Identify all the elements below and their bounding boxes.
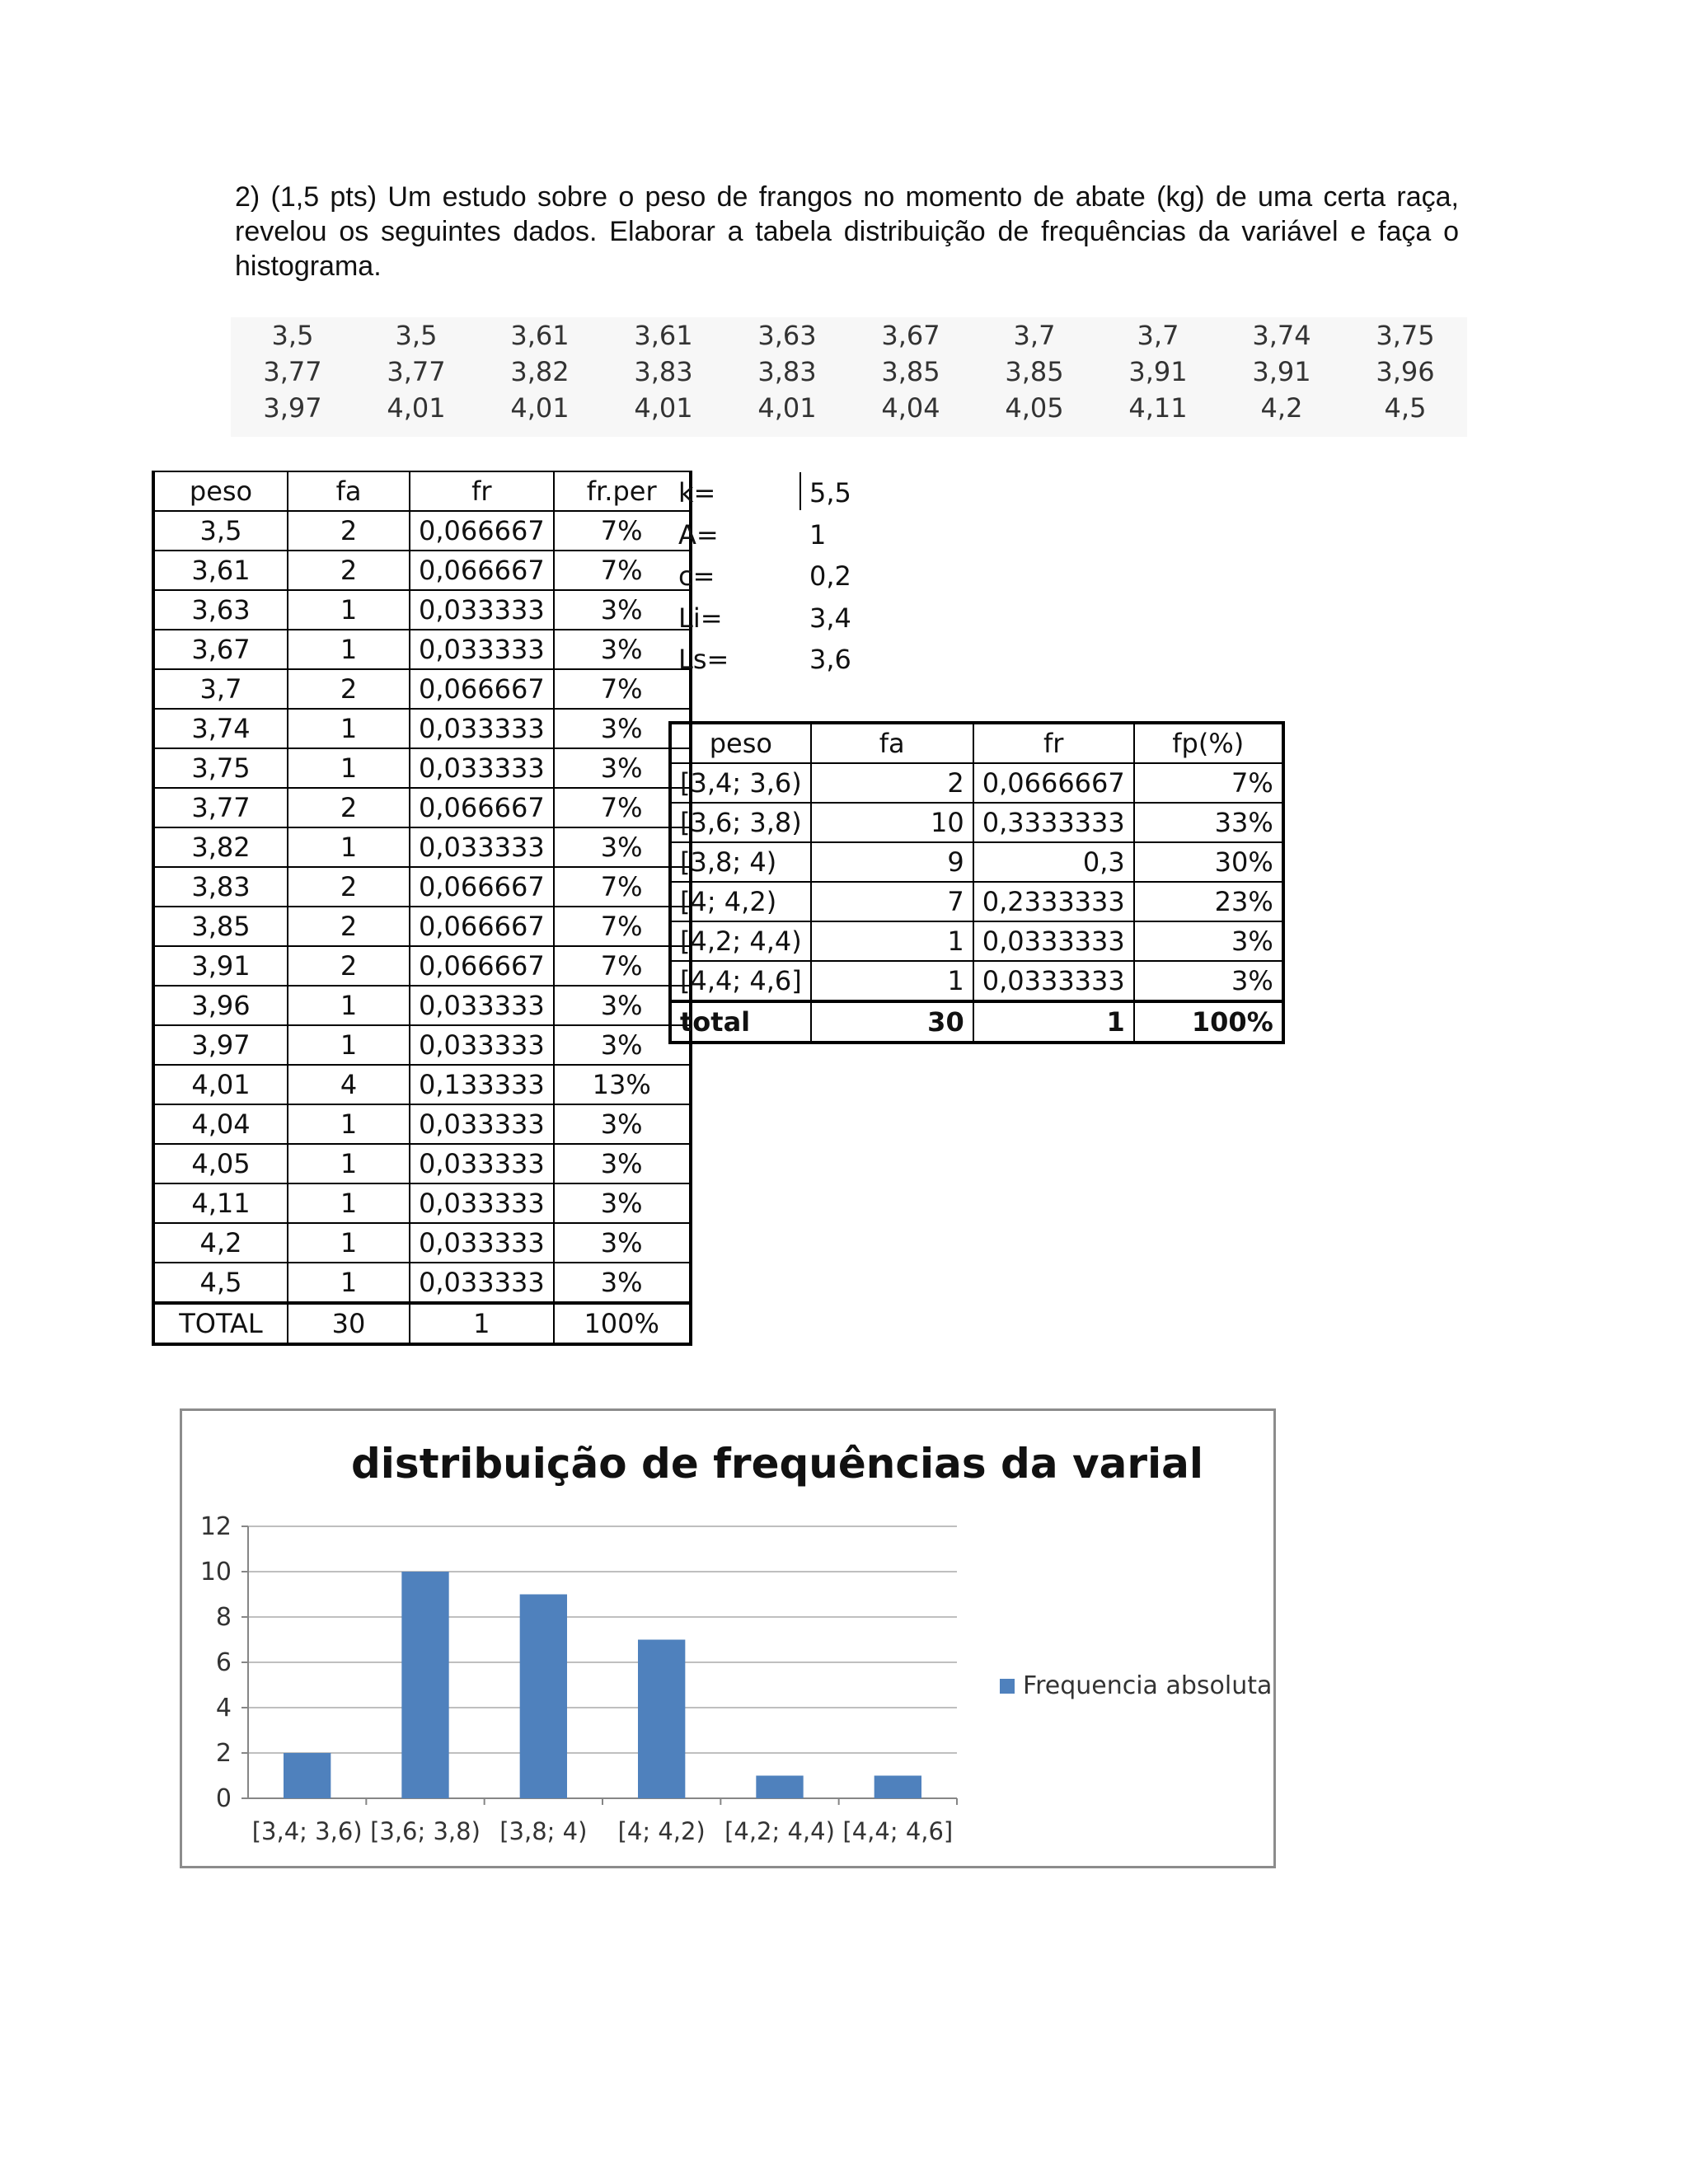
parameter-label: Li= [678, 602, 723, 634]
raw-data-value: 3,61 [510, 320, 570, 351]
fr-cell: 0,033333 [410, 827, 554, 867]
fr-per-cell: 7% [554, 551, 691, 590]
table-row [153, 1065, 691, 1104]
fr-cell: 0,066667 [410, 551, 554, 590]
total-row [670, 1001, 1283, 1043]
raw-data-value: 3,61 [634, 320, 693, 351]
bar [401, 1572, 448, 1798]
fa-cell: 2 [288, 907, 410, 946]
peso-cell: 3,82 [153, 827, 288, 867]
raw-data-value: 3,83 [757, 356, 817, 387]
fa-cell: 1 [288, 827, 410, 867]
fr-cell: 0,033333 [410, 1263, 554, 1303]
fa-cell: 4 [288, 1065, 410, 1104]
total-row [153, 1303, 691, 1344]
x-tick-label: [4,2; 4,4) [724, 1817, 835, 1845]
peso-cell: 3,83 [153, 867, 288, 907]
class-interval-cell: [4,4; 4,6] [670, 961, 811, 1001]
class-interval-cell: [4; 4,2) [670, 882, 811, 921]
raw-data-value: 4,01 [757, 392, 817, 424]
fr-cell: 0,2333333 [973, 882, 1134, 921]
fa-cell: 1 [811, 961, 973, 1001]
raw-data-row [231, 390, 1467, 426]
fp-cell: 33% [1134, 803, 1283, 842]
raw-data-value: 3,96 [1376, 356, 1435, 387]
fr-cell: 0,066667 [410, 669, 554, 709]
fr-cell: 0,033333 [410, 709, 554, 748]
fr-per-cell: 3% [554, 1025, 691, 1065]
total-cell: total [670, 1001, 811, 1043]
total-cell: 30 [288, 1303, 410, 1344]
raw-data-value: 4,01 [634, 392, 693, 424]
fr-cell: 0,066667 [410, 907, 554, 946]
peso-cell: 4,05 [153, 1144, 288, 1183]
table-row [670, 961, 1283, 1001]
raw-data-value: 3,74 [1252, 320, 1311, 351]
fr-cell: 0,066667 [410, 867, 554, 907]
fr-cell: 0,033333 [410, 630, 554, 669]
chart-title: distribuição de frequências da varial [351, 1440, 1204, 1488]
fa-cell: 1 [288, 1025, 410, 1065]
raw-data-value: 3,77 [387, 356, 446, 387]
fr-per-cell: 3% [554, 748, 691, 788]
total-cell: 1 [410, 1303, 554, 1344]
table-row [153, 827, 691, 867]
raw-data-value: 3,82 [510, 356, 570, 387]
raw-data-value: 3,67 [881, 320, 940, 351]
fr-per-cell: 7% [554, 511, 691, 551]
fa-cell: 1 [288, 709, 410, 748]
fr-per-cell: 13% [554, 1065, 691, 1104]
class-interval-cell: [3,8; 4) [670, 842, 811, 882]
fr-per-cell: 7% [554, 788, 691, 827]
fp-cell: 3% [1134, 961, 1283, 1001]
parameter-value: 5,5 [809, 477, 851, 509]
fa-cell: 1 [288, 748, 410, 788]
peso-cell: 4,11 [153, 1183, 288, 1223]
fr-per-cell: 3% [554, 1223, 691, 1263]
class-interval-cell: [4,2; 4,4) [670, 921, 811, 961]
fr-cell: 0,033333 [410, 748, 554, 788]
class-frequency-table [668, 721, 1285, 1044]
fr-per-cell: 3% [554, 590, 691, 630]
raw-data-row [231, 354, 1467, 390]
fr-per-cell: 3% [554, 1263, 691, 1303]
bar [638, 1640, 685, 1799]
column-header: fr [410, 471, 554, 511]
chart-svg [182, 1411, 1273, 1866]
fa-cell: 1 [288, 630, 410, 669]
peso-cell: 3,63 [153, 590, 288, 630]
fa-cell: 1 [288, 1104, 410, 1144]
raw-data-value: 3,7 [1137, 320, 1179, 351]
table-row [153, 1223, 691, 1263]
raw-data-value: 4,01 [510, 392, 570, 424]
x-tick-label: [4; 4,2) [617, 1817, 706, 1845]
peso-cell: 3,77 [153, 788, 288, 827]
peso-cell: 3,67 [153, 630, 288, 669]
raw-data-value: 3,97 [263, 392, 322, 424]
fr-cell: 0,066667 [410, 946, 554, 986]
fa-cell: 2 [288, 867, 410, 907]
fr-per-cell: 3% [554, 709, 691, 748]
y-tick-label: 12 [199, 1512, 232, 1541]
column-header: fr [973, 723, 1134, 763]
table-row [153, 986, 691, 1025]
parameter-value: 3,6 [809, 644, 851, 675]
fa-cell: 1 [288, 1223, 410, 1263]
raw-data-value: 4,2 [1260, 392, 1303, 424]
fr-per-cell: 3% [554, 1104, 691, 1144]
fr-per-cell: 3% [554, 986, 691, 1025]
fr-cell: 0,0666667 [973, 763, 1134, 803]
raw-data-value: 4,5 [1384, 392, 1427, 424]
y-tick-label: 0 [215, 1784, 232, 1813]
peso-cell: 4,01 [153, 1065, 288, 1104]
fp-cell: 30% [1134, 842, 1283, 882]
fa-cell: 1 [288, 590, 410, 630]
total-cell: 30 [811, 1001, 973, 1043]
raw-data-value: 3,85 [881, 356, 940, 387]
class-interval-cell: [3,4; 3,6) [670, 763, 811, 803]
peso-cell: 3,74 [153, 709, 288, 748]
column-header: fr.per [554, 471, 691, 511]
fa-cell: 10 [811, 803, 973, 842]
parameter-value: 0,2 [809, 560, 851, 592]
raw-data-table [231, 317, 1467, 426]
peso-cell: 4,2 [153, 1223, 288, 1263]
table-row [153, 788, 691, 827]
y-tick-label: 6 [215, 1648, 232, 1677]
fr-per-cell: 7% [554, 867, 691, 907]
table-row [153, 1263, 691, 1303]
bar [520, 1595, 567, 1799]
table-row [153, 669, 691, 709]
peso-cell: 3,7 [153, 669, 288, 709]
peso-cell: 3,5 [153, 511, 288, 551]
peso-cell: 3,75 [153, 748, 288, 788]
table-row [153, 709, 691, 748]
fr-cell: 0,0333333 [973, 921, 1134, 961]
fr-per-cell: 3% [554, 1144, 691, 1183]
table-row [670, 921, 1283, 961]
x-tick-label: [3,8; 4) [499, 1817, 588, 1845]
fa-cell: 1 [288, 1144, 410, 1183]
table-row [670, 803, 1283, 842]
param-divider [799, 472, 801, 510]
total-cell: TOTAL [153, 1303, 288, 1344]
raw-data-block [231, 317, 1467, 437]
raw-data-row [231, 317, 1467, 354]
x-tick-label: [4,4; 4,6] [842, 1817, 954, 1845]
frequency-table [152, 471, 692, 1346]
peso-cell: 4,5 [153, 1263, 288, 1303]
fr-per-cell: 7% [554, 669, 691, 709]
fa-cell: 1 [288, 1183, 410, 1223]
table-header-row [670, 723, 1283, 763]
total-cell: 1 [973, 1001, 1134, 1043]
y-tick-label: 4 [215, 1694, 232, 1722]
peso-cell: 3,97 [153, 1025, 288, 1065]
raw-data-value: 3,5 [271, 320, 314, 351]
fa-cell: 1 [811, 921, 973, 961]
table-row [670, 842, 1283, 882]
raw-data-value: 4,05 [1005, 392, 1064, 424]
question-text: 2) (1,5 pts) Um estudo sobre o peso de frangos no momento de abate (kg) de uma certa raça, revelou os seguintes dados. Elaborar a tabela distribuição de frequências da variável e faça o histograma. [235, 181, 1459, 282]
fr-cell: 0,033333 [410, 1025, 554, 1065]
table-row [153, 748, 691, 788]
fa-cell: 2 [811, 763, 973, 803]
histogram-chart [180, 1408, 1276, 1868]
total-cell: 100% [554, 1303, 691, 1344]
bar [756, 1776, 803, 1799]
parameter-label: A= [678, 518, 719, 551]
fr-cell: 0,066667 [410, 511, 554, 551]
raw-data-value: 4,01 [387, 392, 446, 424]
raw-data-value: 3,83 [634, 356, 693, 387]
table-row [153, 551, 691, 590]
fr-cell: 0,066667 [410, 788, 554, 827]
raw-data-value: 3,5 [395, 320, 438, 351]
fr-per-cell: 3% [554, 827, 691, 867]
fr-cell: 0,033333 [410, 590, 554, 630]
fr-cell: 0,033333 [410, 1223, 554, 1263]
fa-cell: 2 [288, 946, 410, 986]
parameter-label: c= [678, 560, 715, 592]
fr-cell: 0,033333 [410, 986, 554, 1025]
fr-per-cell: 7% [554, 907, 691, 946]
x-tick-label: [3,6; 3,8) [370, 1817, 481, 1845]
fr-per-cell: 7% [554, 946, 691, 986]
column-header: peso [670, 723, 811, 763]
raw-data-value: 4,11 [1128, 392, 1188, 424]
fr-cell: 0,3333333 [973, 803, 1134, 842]
table-row [153, 867, 691, 907]
fp-cell: 7% [1134, 763, 1283, 803]
fr-cell: 0,3 [973, 842, 1134, 882]
fa-cell: 1 [288, 986, 410, 1025]
table-row [670, 882, 1283, 921]
parameter-label: Ls= [678, 644, 729, 675]
fa-cell: 9 [811, 842, 973, 882]
fa-cell: 2 [288, 551, 410, 590]
y-tick-label: 8 [215, 1603, 232, 1632]
total-cell: 100% [1134, 1001, 1283, 1043]
table-row [153, 946, 691, 986]
fa-cell: 7 [811, 882, 973, 921]
table-row [153, 1025, 691, 1065]
column-header: fa [288, 471, 410, 511]
table-row [153, 511, 691, 551]
table-row [153, 907, 691, 946]
parameter-label: k= [678, 477, 716, 509]
fa-cell: 2 [288, 511, 410, 551]
peso-cell: 3,85 [153, 907, 288, 946]
legend-swatch [1000, 1679, 1015, 1694]
fr-per-cell: 3% [554, 1183, 691, 1223]
table-row [153, 630, 691, 669]
fp-cell: 23% [1134, 882, 1283, 921]
raw-data-value: 3,75 [1376, 320, 1435, 351]
peso-cell: 4,04 [153, 1104, 288, 1144]
raw-data-value: 4,04 [881, 392, 940, 424]
bar [874, 1776, 921, 1799]
bar [284, 1753, 331, 1798]
fr-cell: 0,133333 [410, 1065, 554, 1104]
parameter-value: 1 [809, 518, 827, 551]
x-tick-label: [3,4; 3,6) [251, 1817, 363, 1845]
table-row [153, 1183, 691, 1223]
fp-cell: 3% [1134, 921, 1283, 961]
raw-data-value: 3,63 [757, 320, 817, 351]
fa-cell: 2 [288, 788, 410, 827]
raw-data-value: 3,91 [1252, 356, 1311, 387]
table-row [153, 1144, 691, 1183]
fa-cell: 2 [288, 669, 410, 709]
class-interval-cell: [3,6; 3,8) [670, 803, 811, 842]
raw-data-value: 3,77 [263, 356, 322, 387]
y-tick-label: 10 [199, 1558, 232, 1586]
fr-cell: 0,033333 [410, 1144, 554, 1183]
table-row [670, 763, 1283, 803]
peso-cell: 3,91 [153, 946, 288, 986]
legend-label: Frequencia absoluta [1023, 1671, 1273, 1700]
table-row [153, 1104, 691, 1144]
raw-data-value: 3,7 [1013, 320, 1056, 351]
column-header: fa [811, 723, 973, 763]
y-tick-label: 2 [215, 1739, 232, 1768]
column-header: fp(%) [1134, 723, 1283, 763]
raw-data-value: 3,85 [1005, 356, 1064, 387]
parameter-value: 3,4 [809, 602, 851, 634]
fr-cell: 0,0333333 [973, 961, 1134, 1001]
fa-cell: 1 [288, 1263, 410, 1303]
column-header: peso [153, 471, 288, 511]
table-header-row [153, 471, 691, 511]
fr-per-cell: 3% [554, 630, 691, 669]
fr-cell: 0,033333 [410, 1183, 554, 1223]
peso-cell: 3,96 [153, 986, 288, 1025]
fr-cell: 0,033333 [410, 1104, 554, 1144]
raw-data-value: 3,91 [1128, 356, 1188, 387]
peso-cell: 3,61 [153, 551, 288, 590]
table-row [153, 590, 691, 630]
